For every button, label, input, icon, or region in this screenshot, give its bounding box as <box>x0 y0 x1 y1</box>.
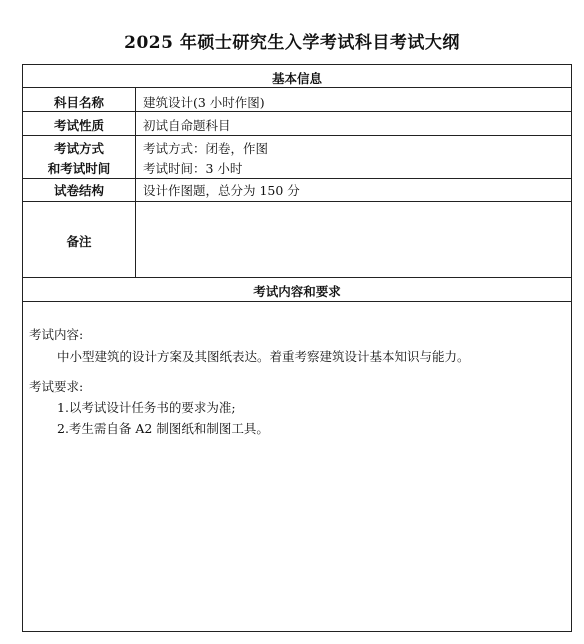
row-divider <box>23 301 571 302</box>
paper-structure-label: 试卷结构 <box>53 183 104 198</box>
subject-name-label: 科目名称 <box>53 95 104 110</box>
requirements-heading: 考试要求: <box>29 379 84 394</box>
row-divider <box>23 201 571 202</box>
content-heading: 考试内容: <box>29 327 84 342</box>
basic-info-header: 基本信息 <box>271 71 322 86</box>
requirement-item: 2.考生需自备 A2 制图纸和制图工具。 <box>57 421 269 436</box>
paper-structure-value: 设计作图题，总分为 150 分 <box>143 183 300 198</box>
document-title: 2025 年硕士研究生入学考试科目考试大纲 <box>124 33 460 53</box>
row-divider <box>23 277 571 278</box>
exam-nature-label: 考试性质 <box>53 118 104 133</box>
column-divider <box>135 87 136 277</box>
row-divider <box>23 87 571 88</box>
content-text: 中小型建筑的设计方案及其图纸表达。着重考察建筑设计基本知识与能力。 <box>57 349 470 364</box>
row-divider <box>23 135 571 136</box>
content-section-header: 考试内容和要求 <box>253 284 341 299</box>
row-divider <box>23 111 571 112</box>
remarks-label: 备注 <box>66 234 92 249</box>
exam-nature-value: 初试自命题科目 <box>143 118 231 133</box>
row-divider <box>23 178 571 179</box>
exam-method-label: 考试方式 <box>53 141 104 156</box>
exam-time-value: 考试时间：3 小时 <box>143 161 243 176</box>
requirement-item: 1.以考试设计任务书的要求为准; <box>57 400 236 415</box>
exam-time-label: 和考试时间 <box>47 161 111 176</box>
syllabus-table <box>22 64 572 632</box>
exam-method-value: 考试方式：闭卷，作图 <box>143 141 269 156</box>
subject-name-value: 建筑设计(3 小时作图) <box>143 95 265 110</box>
